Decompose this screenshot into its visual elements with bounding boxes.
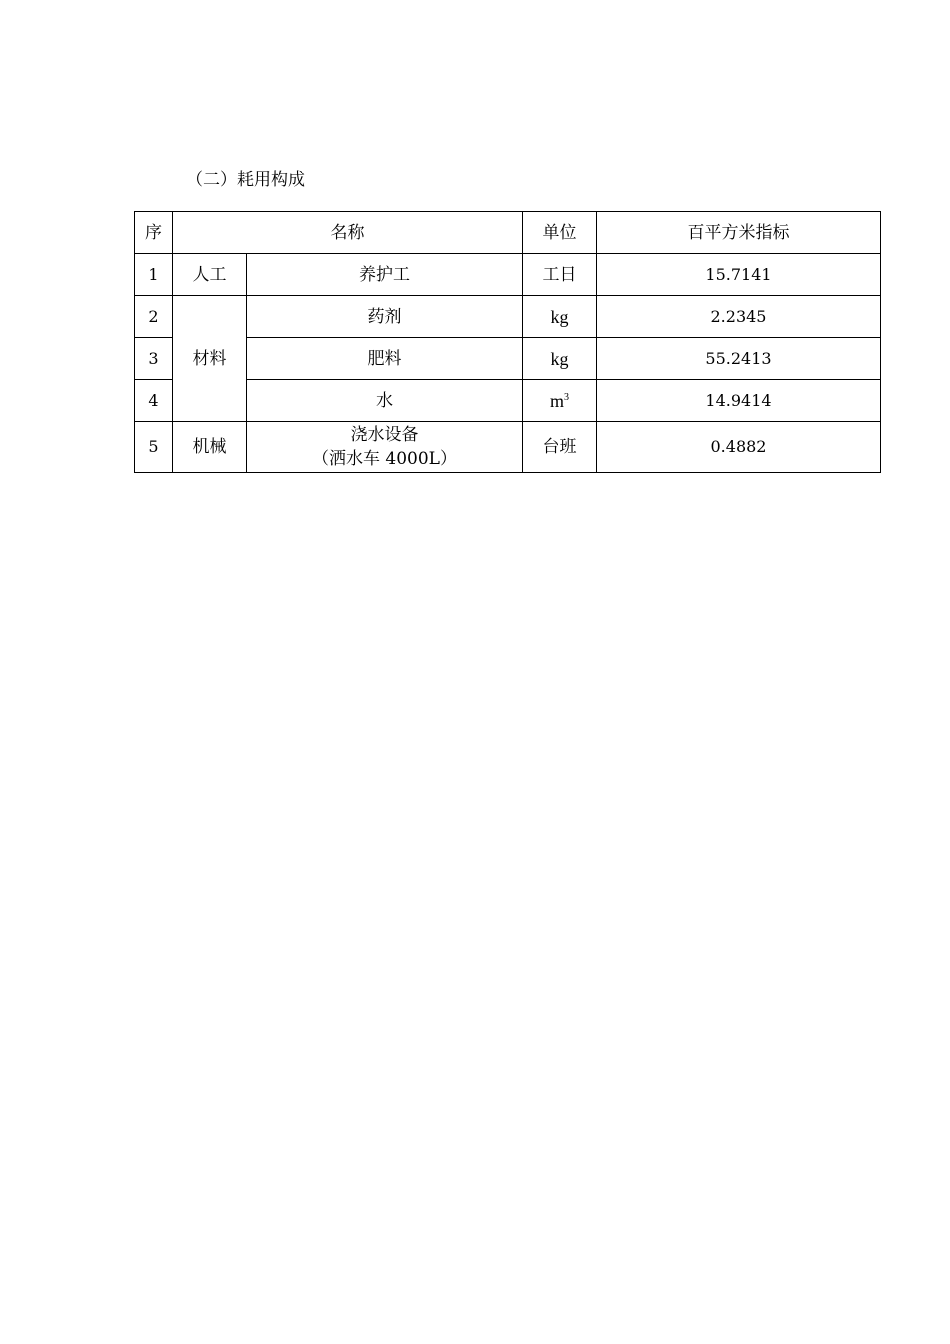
row-value: 2.2345 (597, 296, 881, 338)
header-unit: 单位 (523, 212, 597, 254)
row-item: 药剂 (247, 296, 523, 338)
row-unit: 工日 (523, 254, 597, 296)
row-unit: kg (523, 338, 597, 380)
row-seq: 3 (135, 338, 173, 380)
row-seq: 5 (135, 422, 173, 473)
row-item-line1: 浇水设备 (350, 425, 419, 445)
consumption-table (134, 211, 881, 473)
row-unit: 台班 (523, 422, 597, 473)
row-unit: kg (523, 296, 597, 338)
row-value: 55.2413 (597, 338, 881, 380)
section-heading: （二）耗用构成 (186, 170, 305, 190)
table-header-row (135, 212, 881, 254)
table-row (135, 338, 881, 380)
table-row (135, 422, 881, 473)
row-seq: 1 (135, 254, 173, 296)
header-seq: 序 (135, 212, 173, 254)
header-index: 百平方米指标 (597, 212, 881, 254)
header-name: 名称 (173, 212, 523, 254)
row-value: 15.7141 (597, 254, 881, 296)
row-item: 养护工 (247, 254, 523, 296)
row-unit (523, 380, 597, 422)
table-row (135, 380, 881, 422)
row-item: 肥料 (247, 338, 523, 380)
row-value: 0.4882 (597, 422, 881, 473)
unit-superscript: 3 (564, 391, 569, 403)
row-seq: 2 (135, 296, 173, 338)
table-row (135, 254, 881, 296)
row-seq: 4 (135, 380, 173, 422)
row-item-line2: （洒水车 4000L） (312, 449, 457, 469)
table-row (135, 296, 881, 338)
row-value: 14.9414 (597, 380, 881, 422)
row-category: 机械 (173, 422, 247, 473)
row-item (247, 422, 523, 473)
unit-base: m (549, 390, 564, 411)
row-category: 材料 (173, 296, 247, 422)
row-item: 水 (247, 380, 523, 422)
row-category: 人工 (173, 254, 247, 296)
